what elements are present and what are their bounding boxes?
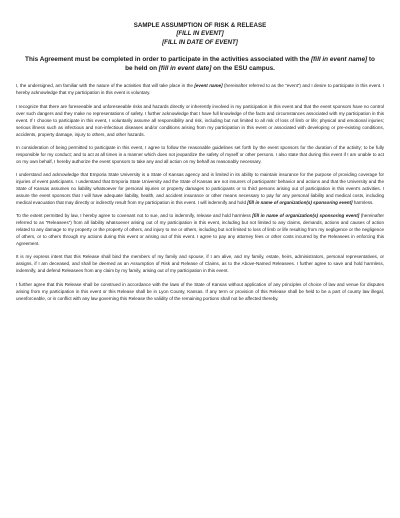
paragraph-conduct: In consideration of being permitted to participate in this event, I agree to follow the reasonable guidelines set forth by the event sponsors for the duration of the activity; to be fully responsible for my conduct; and to act at all times in a manner which does not jeopardize the safety of myself or other persons. I also state that during this event if I am unable to act on my own behalf, I hereby authorize the event sponsors to take any and all action on my behalf as reasonably necessary.: [16, 144, 384, 164]
intro-text-2: to be held on: [125, 56, 375, 72]
paragraph-risks: I recognize that there are foreseeable and unforeseeable risks and hazards directly or inherently involved in my participation in this event and that the event sponsors have no control over such dangers and they make no representations of safety. I further acknowledge that I have full knowledge of the facts and circumstances associated with my participation in this event. If I choose to participate in this event, I voluntarily assume all responsibility and risk, including but not limited to all risk of loss of limb or life; physical and emotional injuries; serious illness such as infectious and non-infectious diseases and/or conditions arising from my participation in this event or associated with developing or pre-existing conditions, accidents, property damage, injury to others, and other hazards.: [16, 103, 384, 137]
paragraph-text: (hereinafter referred to as “Releasees”) from all liability whatsoever arising out of my participation in this event, including but not limited to any claims, demands, actions and causes of action related to any damage to my property or the property of others, and injury to me or others, including but not limited to loss of limb or life resulting from my negligence or the negligence of others, or to others through my actions during this event or arising out of this event. I agree to pay any attorney fees or other costs incurred by the Releasees in enforcing this Agreement.: [16, 213, 385, 247]
event-name-placeholder: [event name]: [194, 83, 223, 89]
paragraph-familiarity: [16, 83, 384, 97]
intro-date-placeholder: [fill in event date]: [158, 64, 212, 72]
date-placeholder-line: [FILL IN DATE OF EVENT]: [162, 38, 238, 46]
intro-text-1: This Agreement must be completed in order to participate in the activities associated with the: [25, 56, 312, 64]
paragraph-text: I understand and acknowledge that Emporia State University is a State of Kansas agency and is limited in its ability to maintain insurance for the purpose of providing coverage for injuries of event participants. I understand that Emporia State University and the State of Kansas are not insurers of participants’ behavior and actions and that the University and the State of Kansas assumes no liability whatsoever for personal injuries or property damages to participants or to third persons arising out of participation in this event’s activities. I assure the event sponsors that I will have adequate liability, health, and accident insurance or other means necessary to pay for any personal liability and medical costs, including medical evacuation that may directly or indirectly result from my participation in this event. I will indemnify and hold: [16, 172, 384, 205]
paragraph-text: To the extent permitted by law, I hereby agree to covenant not to sue, and to indemnify, release and hold harmless: [16, 213, 253, 219]
paragraph-binding: It is my express intent that this Release shall bind the members of my family and spouse, if I am alive, and my family, estate, heirs, administrators, personal representatives, or assigns, if I am deceased, and shall be deemed as an Assumption of Risk and Release of Claims, as to the Above-Named Releasees. I further agree to save and hold harmless, indemnify, and defend Releasees from any claim by my family, arising out of my participation in this event.: [16, 254, 384, 274]
intro-event-placeholder: [fill in event name]: [311, 56, 368, 64]
paragraph-indemnify: [16, 213, 384, 248]
paragraph-insurance: [16, 172, 384, 207]
paragraph-text: harmless.: [352, 199, 374, 205]
intro-statement: [22, 56, 378, 73]
document-header: [16, 22, 384, 47]
paragraph-text: (hereinafter referred to as the “event”) and I desire to participate in this event. I hereby acknowledge that my participation in this event is voluntary.: [16, 83, 384, 96]
document-title: SAMPLE ASSUMPTION OF RISK & RELEASE: [133, 22, 267, 29]
event-placeholder-line: [FILL IN EVENT]: [176, 30, 224, 38]
paragraph-governing-law: I further agree that this Release shall be construed in accordance with the laws of the State of Kansas without application of any principles of choice of law and venue for disputes arising from my participation in this event or this Release shall be in Lyon County, Kansas. If any term or provision of this Release shall be held to be a part of county law illegal, unenforceable, or in conflict with any law governing this Release the validity of the remaining portions shall not be affected thereby.: [16, 281, 384, 301]
paragraph-text: I, the undersigned, am familiar with the nature of the activities that will take place in the: [16, 83, 195, 89]
organization-placeholder: [fill in name of organization(s) sponsoring event]: [252, 213, 360, 219]
intro-text-3: on the ESU campus.: [211, 64, 275, 72]
organization-placeholder: [fill in name of organization(s) sponsoring event]: [247, 199, 353, 205]
